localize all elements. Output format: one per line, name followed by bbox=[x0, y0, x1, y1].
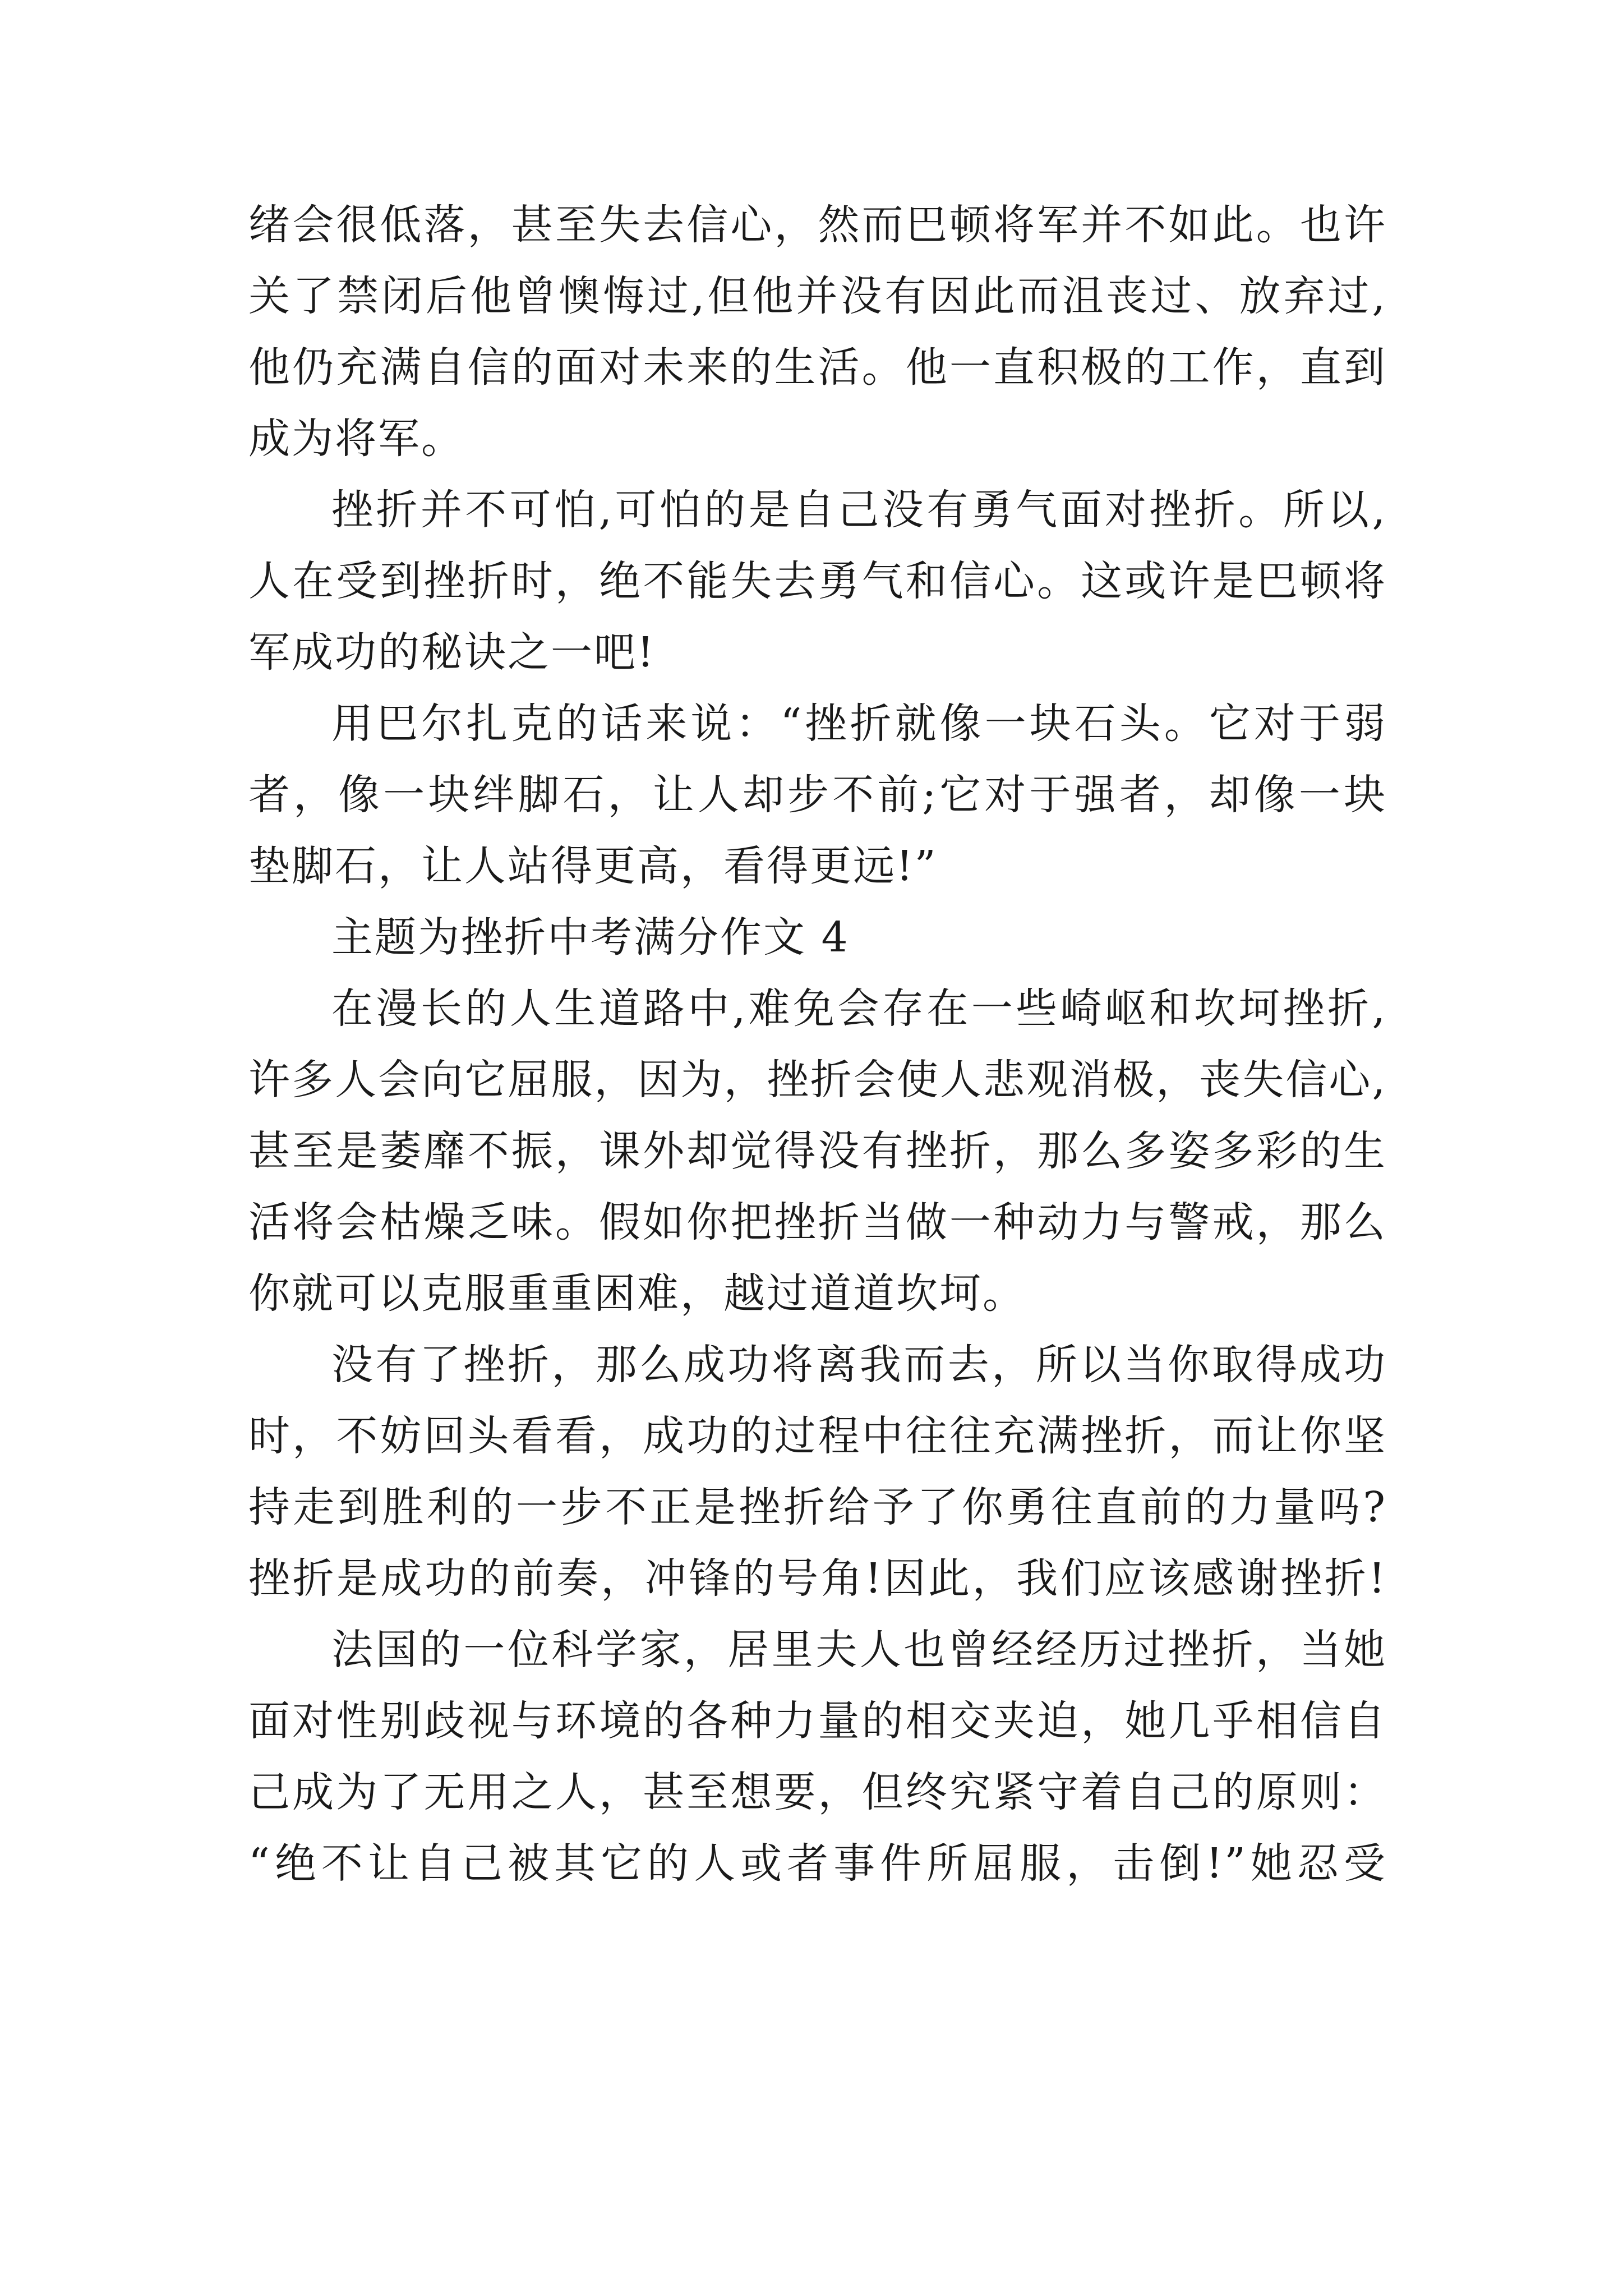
text-line: 主题为挫折中考满分作文 4 bbox=[331, 913, 850, 961]
text-line: 者，像一块绊脚石，让人却步不前;它对于强者，却像一块 bbox=[248, 771, 1387, 819]
essay-body bbox=[248, 190, 1387, 1899]
text-line: 时，不妨回头看看，成功的过程中往往充满挫折，而让你坚 bbox=[248, 1412, 1387, 1460]
text-line: 他仍充满自信的面对未来的生活。他一直积极的工作，直到 bbox=[248, 343, 1387, 392]
text-line: 挫折并不可怕,可怕的是自己没有勇气面对挫折。所以, bbox=[331, 486, 1387, 534]
text-line: 持走到胜利的一步不正是挫折给予了你勇往直前的力量吗? bbox=[248, 1483, 1387, 1531]
text-line: 没有了挫折，那么成功将离我而去，所以当你取得成功 bbox=[331, 1341, 1387, 1389]
text-line: 垫脚石，让人站得更高，看得更远!” bbox=[248, 842, 938, 890]
text-line: 绪会很低落，甚至失去信心，然而巴顿将军并不如此。也许 bbox=[248, 201, 1387, 249]
text-line: 在漫长的人生道路中,难免会存在一些崎岖和坎坷挫折, bbox=[331, 984, 1387, 1033]
text-line: 许多人会向它屈服，因为，挫折会使人悲观消极，丧失信心, bbox=[248, 1056, 1387, 1104]
text-line: 关了禁闭后他曾懊悔过,但他并没有因此而沮丧过、放弃过, bbox=[248, 272, 1387, 320]
text-line: 军成功的秘诀之一吧! bbox=[248, 628, 656, 677]
text-line: “绝不让自己被其它的人或者事件所屈服，击倒!”她忍受 bbox=[248, 1839, 1387, 1888]
text-line: 用巴尔扎克的话来说：“挫折就像一块石头。它对于弱 bbox=[331, 700, 1387, 748]
text-line: 法国的一位科学家，居里夫人也曾经经历过挫折，当她 bbox=[331, 1626, 1387, 1674]
text-line: 活将会枯燥乏味。假如你把挫折当做一种动力与警戒，那么 bbox=[248, 1198, 1387, 1246]
text-line: 挫折是成功的前奏，冲锋的号角!因此，我们应该感谢挫折! bbox=[248, 1554, 1387, 1603]
text-line: 甚至是萎靡不振，课外却觉得没有挫折，那么多姿多彩的生 bbox=[248, 1127, 1387, 1175]
text-line: 你就可以克服重重困难，越过道道坎坷。 bbox=[248, 1269, 1026, 1318]
text-line: 面对性别歧视与环境的各种力量的相交夹迫，她几乎相信自 bbox=[248, 1697, 1387, 1745]
text-line: 成为将军。 bbox=[248, 415, 464, 463]
text-line: 己成为了无用之人，甚至想要，但终究紧守着自己的原则： bbox=[248, 1768, 1387, 1816]
text-line: 人在受到挫折时，绝不能失去勇气和信心。这或许是巴顿将 bbox=[248, 557, 1387, 605]
